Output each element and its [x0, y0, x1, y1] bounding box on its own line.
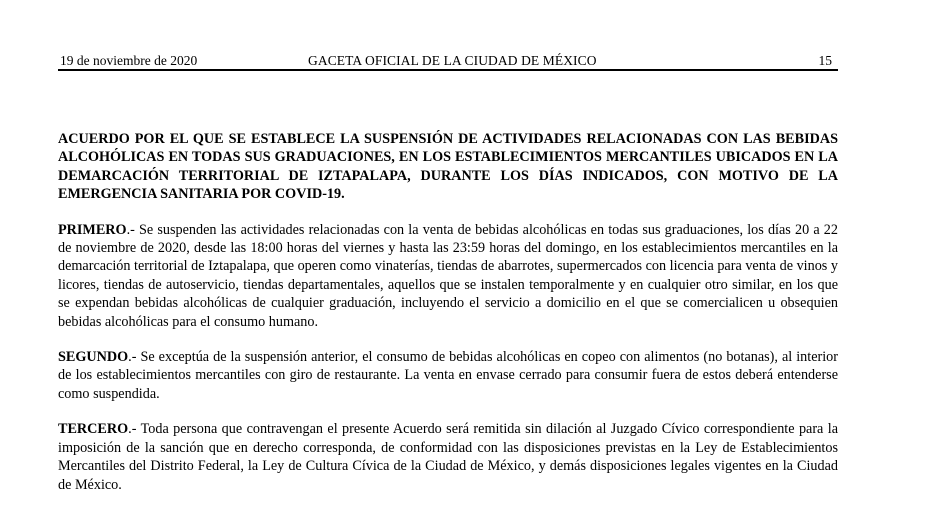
paragraph-lead: PRIMERO — [58, 221, 127, 238]
document-heading: ACUERDO POR EL QUE SE ESTABLECE LA SUSPENSIÓN DE ACTIVIDADES RELACIONADAS CON LAS BEBIDAS ALCOHÓLICAS EN TODAS SUS GRADUACIONES, EN LOS ESTABLECIMIENTOS MERCANTILES UBICADOS EN LA DEMARCACIÓN TERRITORIAL DE IZTAPALAPA, DURANTE LOS DÍAS INDICADOS, CON MOTIVO DE LA EMERGENCIA SANITARIA POR COVID-19. — [58, 131, 838, 203]
paragraph-lead: SEGUNDO — [58, 349, 129, 366]
header-page-number: 15 — [818, 53, 832, 68]
page-header — [58, 52, 838, 71]
document-body — [58, 130, 838, 511]
header-date: 19 de noviembre de 2020 — [60, 53, 198, 68]
paragraph-text: .- Se exceptúa de la suspensión anterior, el consumo de bebidas alcohólicas en copeo con alimentos (no botanas), al interior de los establecimientos mercantiles con giro de restaurante. La venta en envase cerrado para consumir fuera de estos deberá entenderse como suspendida. — [58, 349, 838, 402]
header-publication-title: GACETA OFICIAL DE LA CIUDAD DE MÉXICO — [308, 53, 597, 68]
paragraph-lead: TERCERO — [58, 421, 129, 438]
paragraph-primero — [58, 221, 838, 331]
paragraph-tercero — [58, 420, 838, 494]
paragraph-segundo — [58, 348, 838, 403]
paragraph-text: .- Toda persona que contravengan el presente Acuerdo será remitida sin dilación al Juzgado Cívico correspondiente para la imposición de la sanción que en derecho corresponda, de conformidad con las disposiciones previstas en la Ley de Establecimientos Mercantiles del Distrito Federal, la Ley de Cultura Cívica de la Ciudad de México, y demás disposiciones legales vigentes en la Ciudad de México. — [58, 421, 838, 493]
paragraph-text: .- Se suspenden las actividades relacionadas con la venta de bebidas alcohólicas en todas sus graduaciones, los días 20 a 22 de noviembre de 2020, desde las 18:00 horas del viernes y hasta las 23:59 horas del domingo, en los establecimientos mercantiles en la demarcación territorial de Iztapalapa, que operen como vinaterías, tiendas de abarrotes, supermercados con licencia para venta de vinos y licores, tiendas de autoservicio, tiendas departamentales, aquellos que se instalen temporalmente y en cualquier otro similar, en los que se expendan bebidas alcohólicas de cualquier graduación, incluyendo el servicio a domicilio en el que se comercialicen u obsequien bebidas alcohólicas para el consumo humano. — [58, 221, 838, 330]
